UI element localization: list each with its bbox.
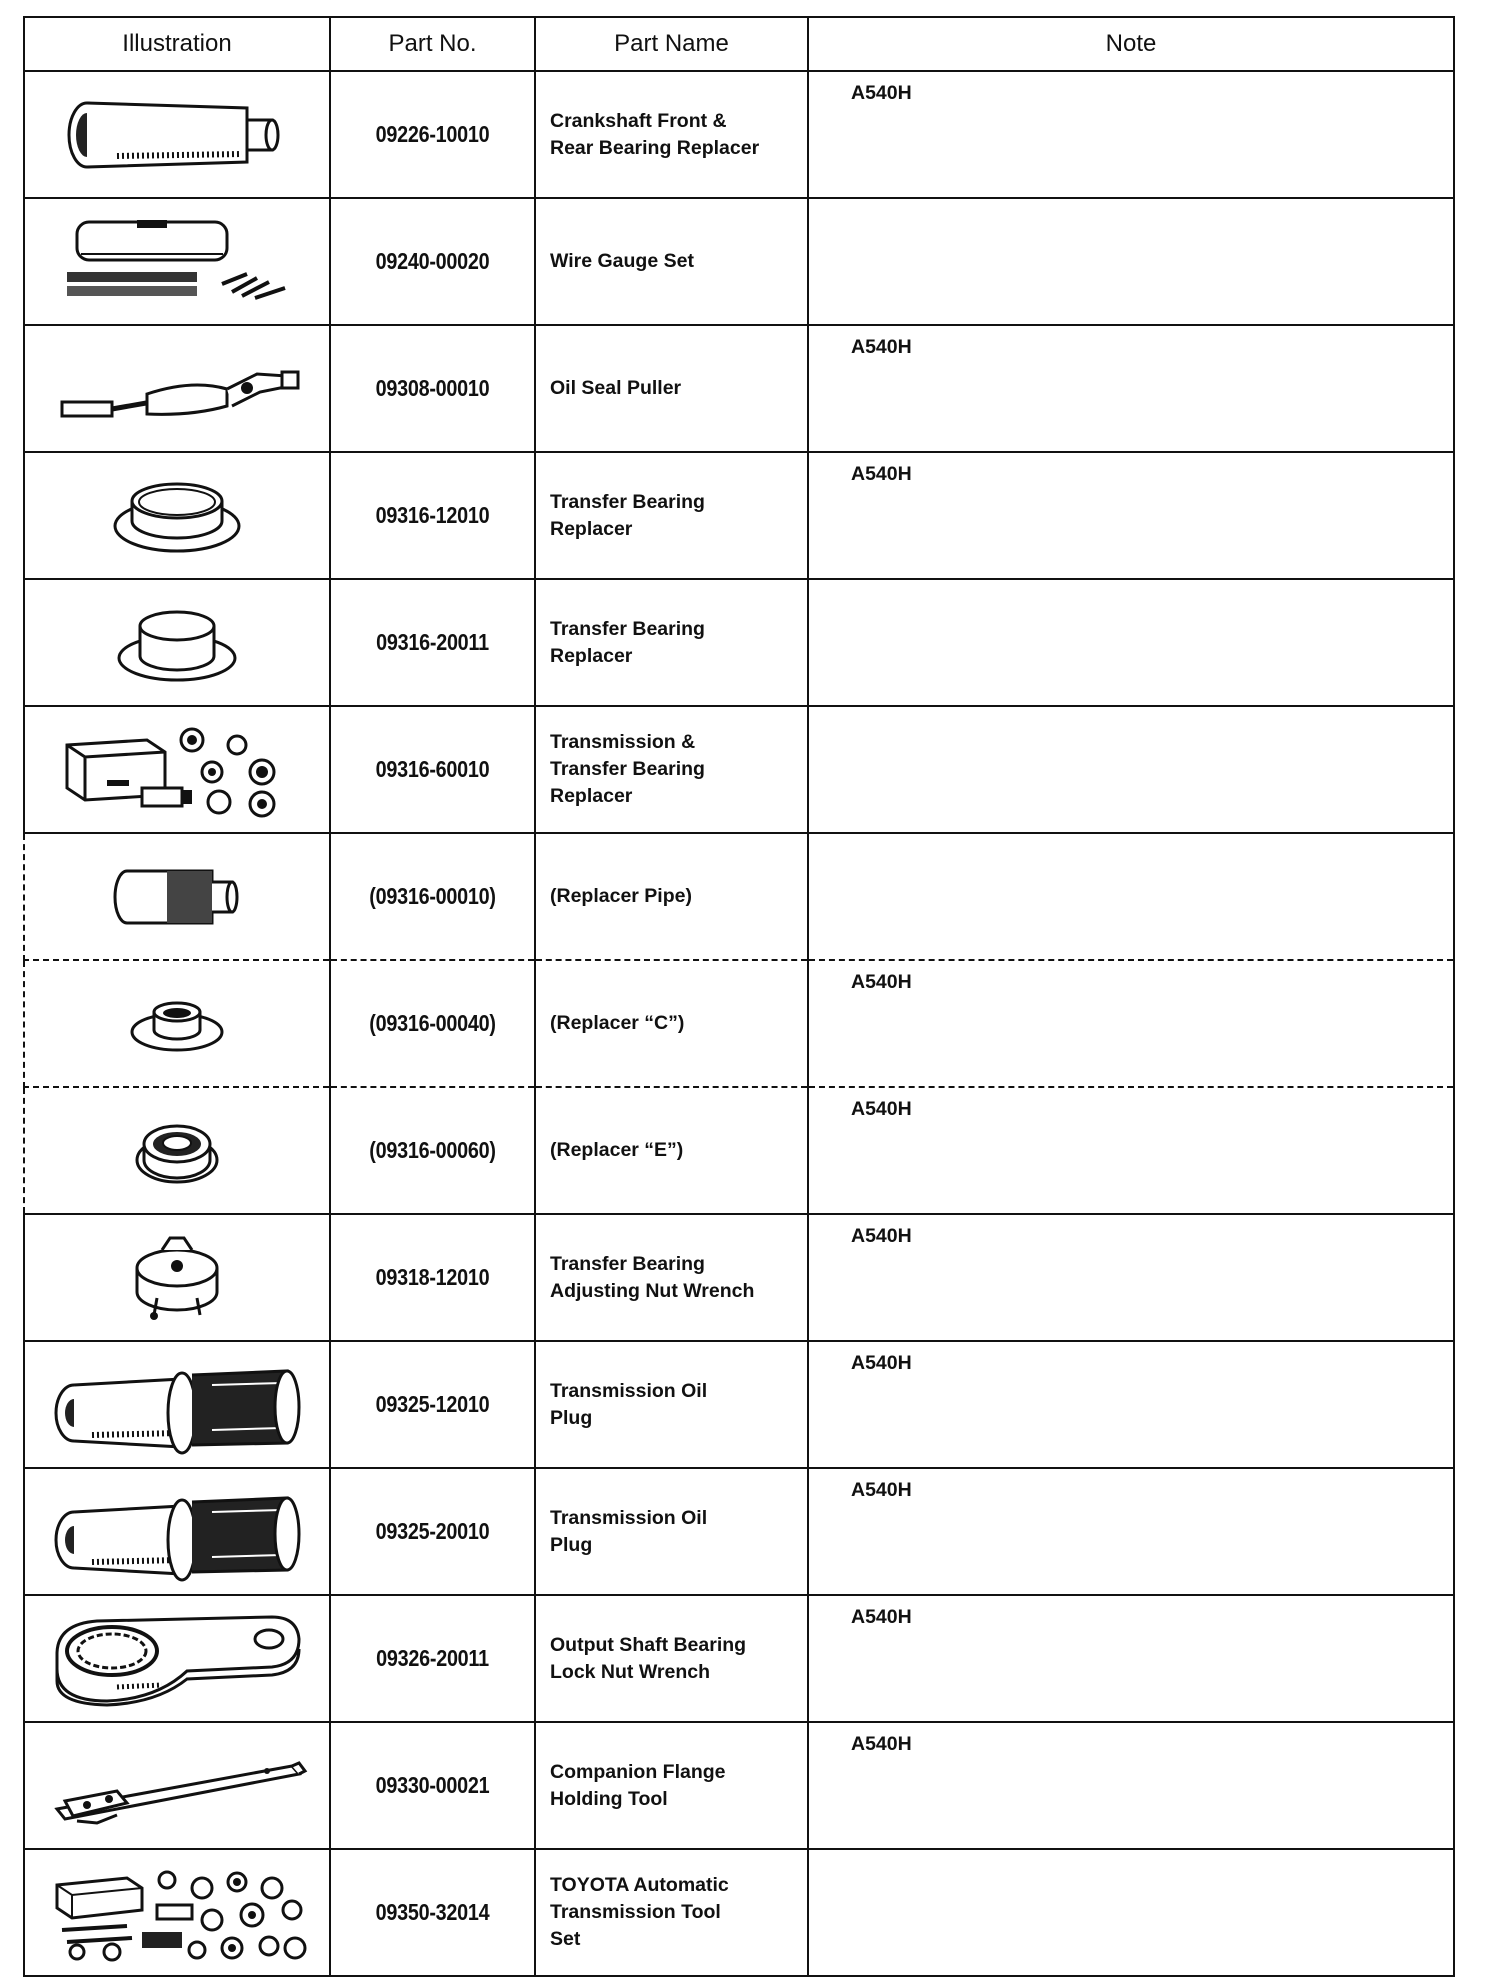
note — [808, 833, 1454, 960]
replacer-pipe-small-illustration — [92, 857, 262, 937]
part-name: Transfer Bearing Adjusting Nut Wrench — [535, 1214, 808, 1341]
table-header-row — [24, 17, 1454, 71]
tool-set-illustration — [37, 1860, 317, 1965]
nut-wrench-illustration — [122, 1230, 232, 1325]
part-name: Transmission Oil Plug — [535, 1468, 808, 1595]
part-number: 09330-00021 — [344, 1722, 520, 1849]
oil-seal-puller-illustration — [42, 344, 312, 434]
replacer-e-illustration — [122, 1108, 232, 1193]
table-row — [24, 1722, 1454, 1849]
note — [808, 579, 1454, 706]
note — [808, 198, 1454, 325]
note: A540H — [808, 325, 1454, 452]
note: A540H — [808, 71, 1454, 198]
header-note: Note — [808, 17, 1454, 71]
part-number: (09316-00060) — [344, 1087, 520, 1214]
note: A540H — [808, 1468, 1454, 1595]
special-service-tools-sheet — [23, 16, 1453, 1950]
table-row — [24, 1214, 1454, 1341]
table-row — [24, 1341, 1454, 1468]
part-name: (Replacer “E”) — [535, 1087, 808, 1214]
replacer-c-illustration — [117, 984, 237, 1064]
part-name: Companion Flange Holding Tool — [535, 1722, 808, 1849]
part-number: 09325-12010 — [344, 1341, 520, 1468]
part-number: 09226-10010 — [344, 71, 520, 198]
wire-gauge-set-illustration — [47, 214, 307, 309]
part-name: Output Shaft Bearing Lock Nut Wrench — [535, 1595, 808, 1722]
part-name: (Replacer Pipe) — [535, 833, 808, 960]
table-row — [24, 833, 1454, 960]
part-name: Oil Seal Puller — [535, 325, 808, 452]
table-row — [24, 1595, 1454, 1722]
note: A540H — [808, 452, 1454, 579]
part-number: 09316-12010 — [344, 452, 520, 579]
replacer-pipe-illustration — [57, 90, 297, 180]
table-row — [24, 325, 1454, 452]
note: A540H — [808, 1595, 1454, 1722]
note: A540H — [808, 1341, 1454, 1468]
note: A540H — [808, 1722, 1454, 1849]
part-number: 09325-20010 — [344, 1468, 520, 1595]
note: A540H — [808, 1214, 1454, 1341]
tool-case-set-illustration — [47, 720, 307, 820]
table-row — [24, 198, 1454, 325]
oil-plug-illustration — [42, 1482, 312, 1582]
part-number: 09326-20011 — [344, 1595, 520, 1722]
oil-plug-illustration — [42, 1355, 312, 1455]
part-name: Transfer Bearing Replacer — [535, 579, 808, 706]
tools-table — [23, 16, 1455, 1977]
note: A540H — [808, 1087, 1454, 1214]
part-number: 09316-20011 — [344, 579, 520, 706]
part-name: Transfer Bearing Replacer — [535, 452, 808, 579]
table-row — [24, 1849, 1454, 1976]
part-number: (09316-00010) — [344, 833, 520, 960]
header-part-name: Part Name — [535, 17, 808, 71]
part-number: 09308-00010 — [344, 325, 520, 452]
lock-nut-wrench-illustration — [37, 1609, 317, 1709]
note — [808, 706, 1454, 833]
part-name: Transmission & Transfer Bearing Replacer — [535, 706, 808, 833]
table-row — [24, 71, 1454, 198]
part-name: Transmission Oil Plug — [535, 1341, 808, 1468]
part-number: 09240-00020 — [344, 198, 520, 325]
table-row — [24, 1087, 1454, 1214]
part-name: TOYOTA Automatic Transmission Tool Set — [535, 1849, 808, 1976]
part-number: 09318-12010 — [344, 1214, 520, 1341]
header-part-no: Part No. — [330, 17, 535, 71]
part-number: (09316-00040) — [344, 960, 520, 1087]
table-row — [24, 706, 1454, 833]
header-illustration: Illustration — [24, 17, 330, 71]
table-row — [24, 452, 1454, 579]
flange-cup-illustration — [107, 598, 247, 688]
table-row — [24, 960, 1454, 1087]
part-number: 09316-60010 — [344, 706, 520, 833]
table-row — [24, 1468, 1454, 1595]
flange-ring-illustration — [102, 471, 252, 561]
part-number: 09350-32014 — [344, 1849, 520, 1976]
part-name: Crankshaft Front & Rear Bearing Replacer — [535, 71, 808, 198]
table-row — [24, 579, 1454, 706]
part-name: (Replacer “C”) — [535, 960, 808, 1087]
part-name: Wire Gauge Set — [535, 198, 808, 325]
flange-holding-tool-illustration — [37, 1741, 317, 1831]
note: A540H — [808, 960, 1454, 1087]
note — [808, 1849, 1454, 1976]
